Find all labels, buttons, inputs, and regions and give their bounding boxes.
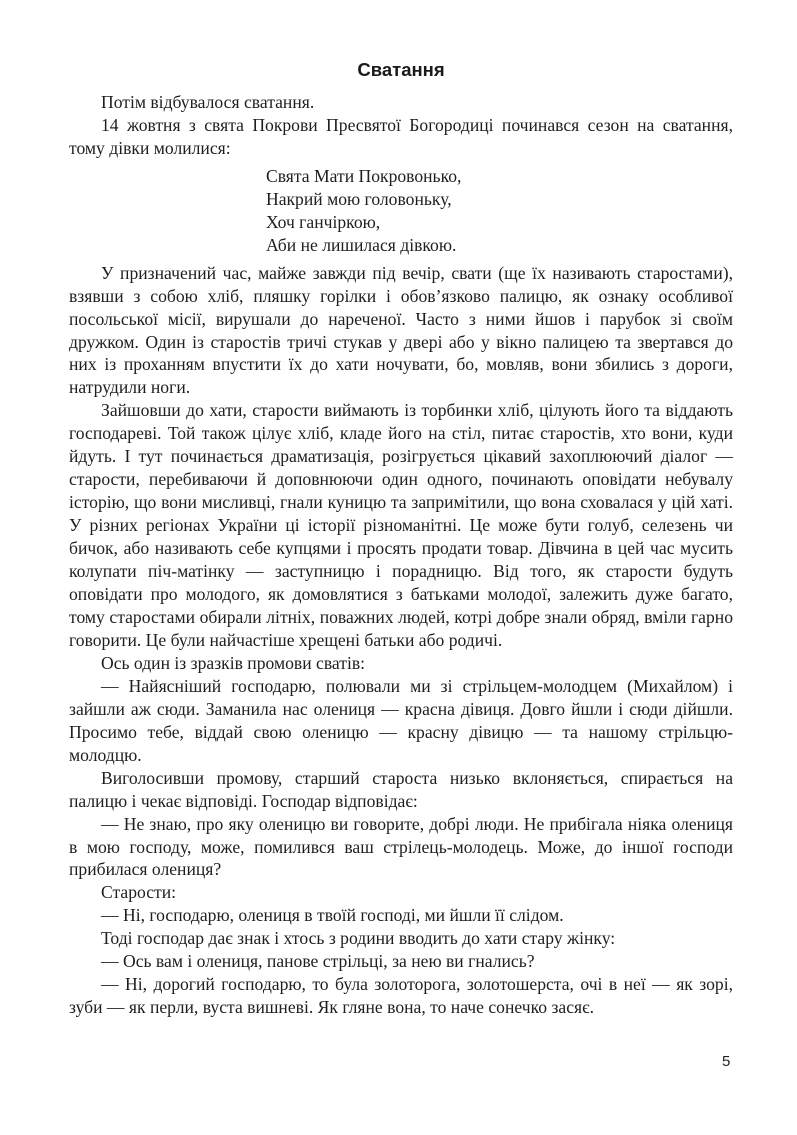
poem-block: [266, 165, 733, 257]
paragraph: Старости:: [101, 882, 177, 903]
paragraph: Зайшовши до хати, старости виймають із торбинки хліб, цілують його та віддають господареві. Той також цілує хліб, кладе його на стіл, питає старостів, хто вони, куди йдуть. І тут починається драматизація, розігрується цікавий захоплюючий діалог — старости, перебиваючи й доповнюючи один одного, починають оповідати небувалу історію, що вони мисливці, гнали куницю та запримітили, що вона сховалася у цій хаті. У різних регіонах України ці історії різноманітні. Це може бути голуб, селезень чи бичок, або називають себе купцями і просять продати товар. Дівчина в цей час мусить колупати піч-матінку — заступницю і порадницю. Від того, як старости будуть оповідати про молодого, як домовлятися з батьками молодої, залежить дуже багато, тому старостами обирали літніх, поважних людей, котрі добре знали обряд, вміли гарно говорити. Це були найчастіше хрещені батьки або родичі.: [69, 400, 733, 650]
paragraph: Виголосивши промову, старший староста низько вклоняється, спирається на палицю і чекає відповіді. Господар відповідає:: [69, 767, 733, 811]
poem-line: Свята Мати Покровонько,: [266, 165, 462, 186]
paragraph: 14 жовтня з свята Покрови Пресвятої Богородиці починався сезон на сватання, тому дівки молилися:: [69, 114, 733, 158]
paragraph: Потім відбувалося сватання.: [101, 92, 315, 112]
dialogue-line: — Ні, дорогий господарю, то була золоторога, золотошерста, очі в неї — як зорі, зуби — як перли, вуста вишневі. Як гляне вона, то наче сонечко засяє.: [69, 974, 733, 1018]
paragraph: Тоді господар дає знак і хтось з родини вводить до хати стару жінку:: [101, 928, 616, 949]
paragraph: Ось один із зразків промови сватів:: [101, 652, 366, 673]
dialogue-line: — Найясніший господарю, полювали ми зі стрільцем-молодцем (Михайлом) і зайшли аж сюди. Заманила нас олениця — красна дівиця. Довго йшли і сюди дійшли. Просимо тебе, віддай свою оленицю — красну дівицю — та нашому стрільцю-молодцю.: [69, 675, 733, 765]
dialogue-line: — Ні, господарю, олениця в твоїй господі, ми йшли її слідом.: [101, 905, 564, 926]
paragraph: У призначений час, майже завжди під вечір, свати (ще їх називають старостами), взявши з собою хліб, пляшку горілки і обов’язково палицю, як ознаку особливої посольської місії, вирушали до нареченої. Часто з ними йшов і парубок зі своїм дружком. Один із старостів тричі стукав у двері або у вікно палицею та звертався до них із проханням впустити їх до хати ночувати, бо, мовляв, вони збились з дороги, натрудили ноги.: [69, 262, 733, 398]
poem-line: Накрий мою головоньку,: [266, 188, 452, 209]
section-title: Сватання: [357, 59, 445, 80]
document-page: [69, 58, 733, 1019]
poem-line: Аби не лишилася дівкою.: [266, 234, 457, 255]
dialogue-line: — Ось вам і олениця, панове стрільці, за нею ви гнались?: [101, 951, 535, 972]
page-number: 5: [722, 1053, 731, 1070]
dialogue-line: — Не знаю, про яку оленицю ви говорите, добрі люди. Не прибігала ніяка олениця в мою господу, може, помилився ваш стрілець-молодець. Може, до іншої господи прибилася олениця?: [69, 813, 733, 880]
poem-line: Хоч ганчіркою,: [266, 211, 381, 232]
